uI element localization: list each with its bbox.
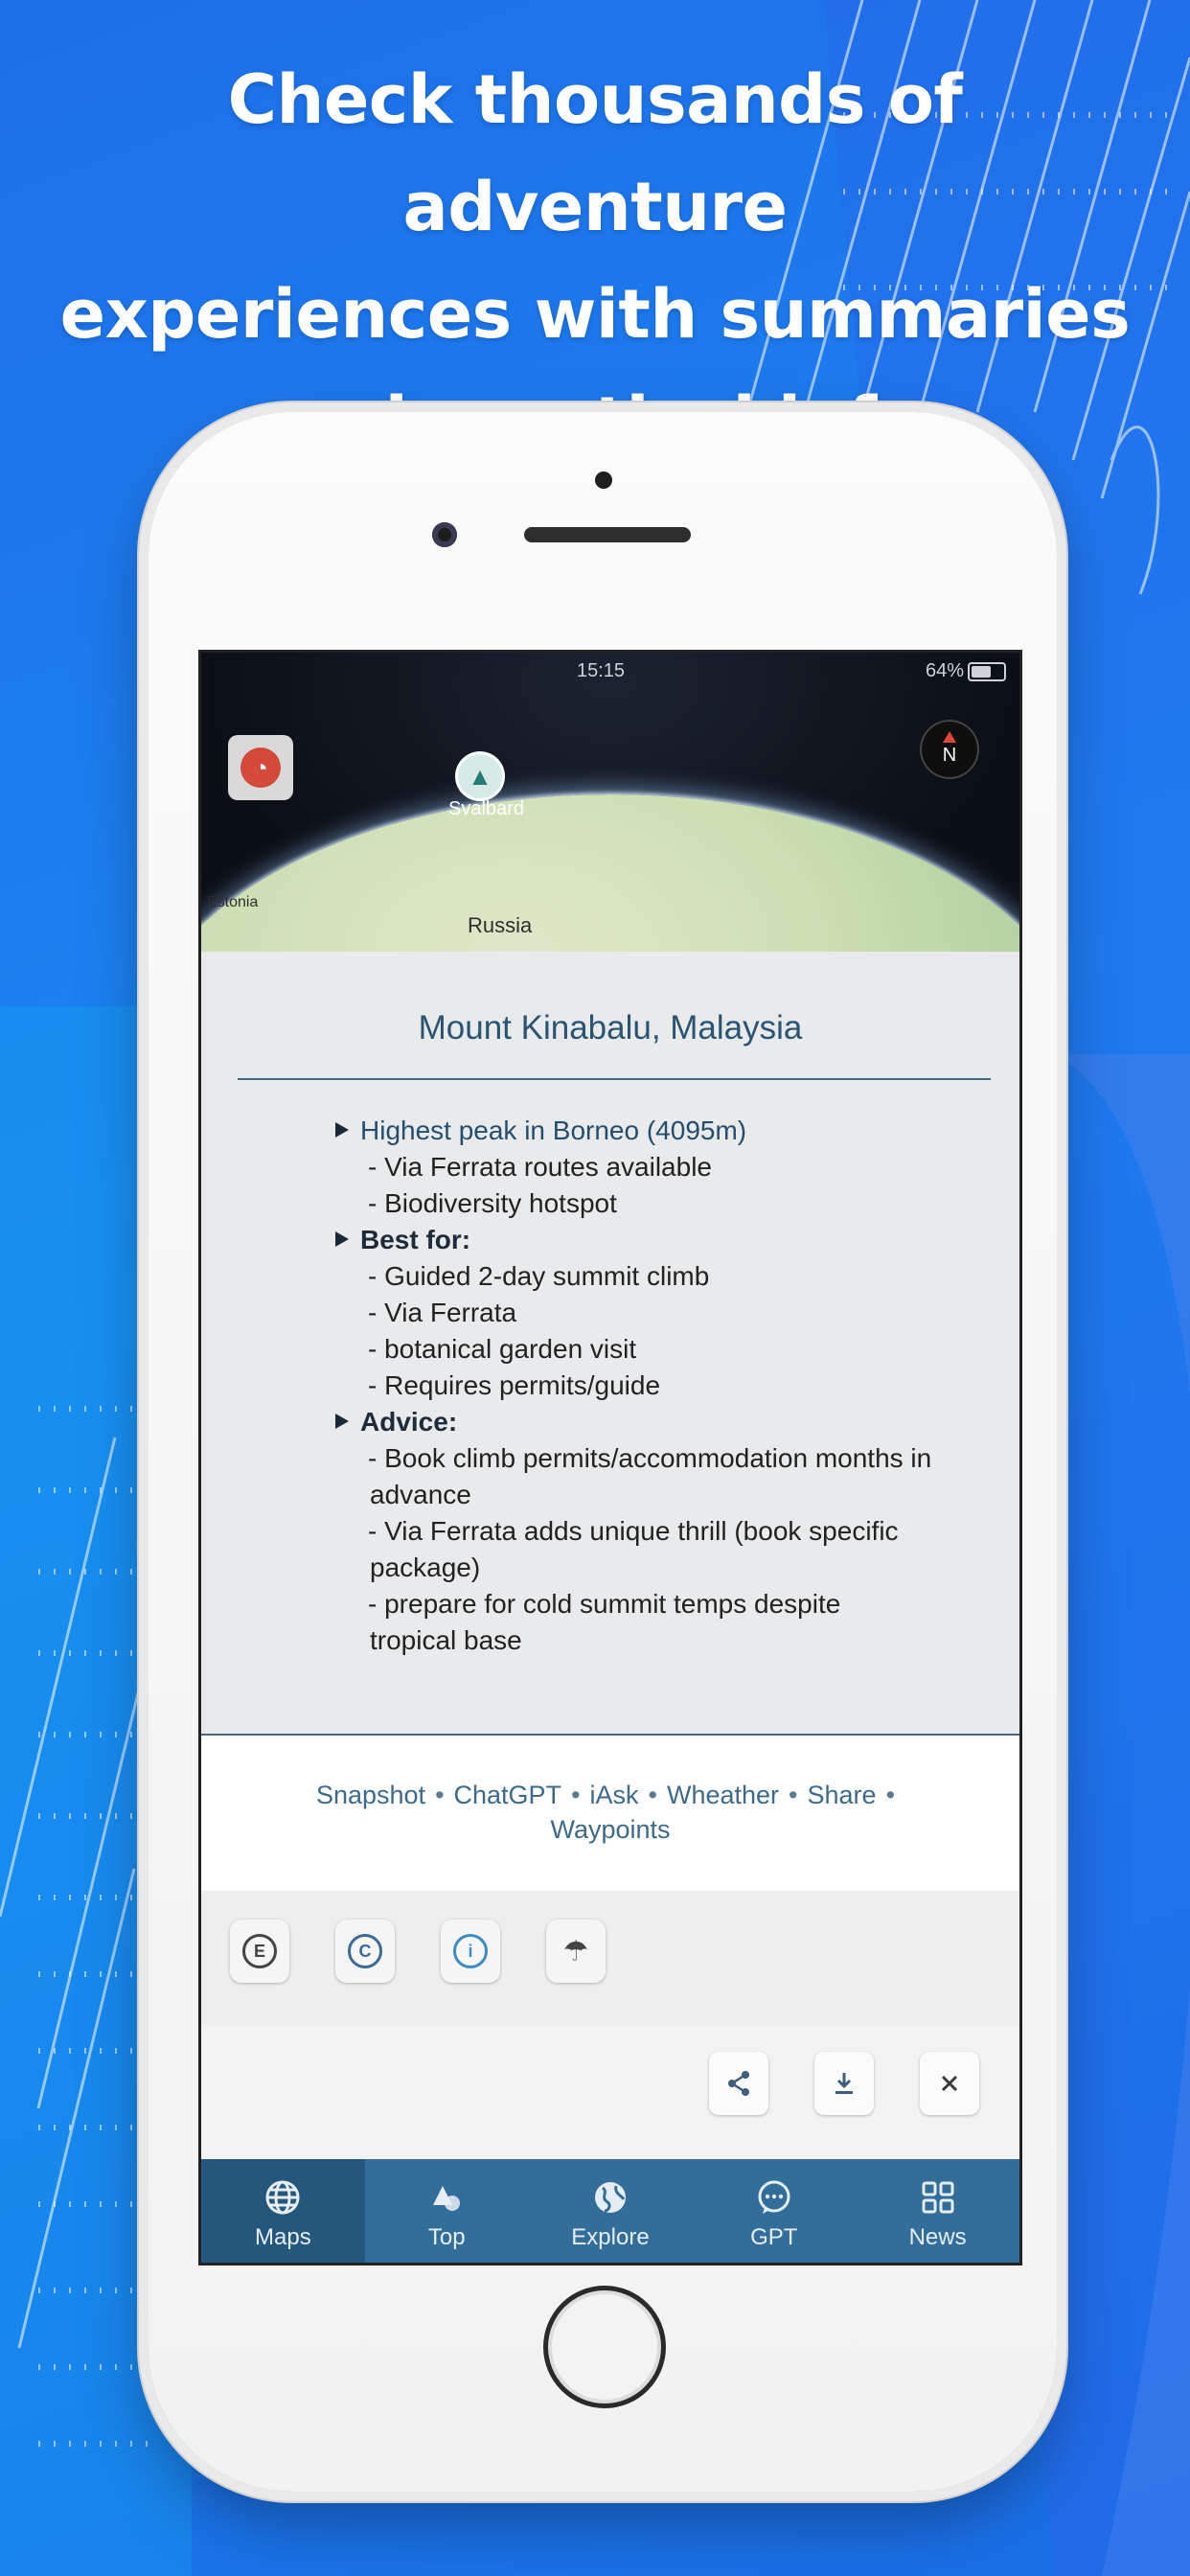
globe <box>201 794 1019 952</box>
tab-label: GPT <box>750 2224 798 2250</box>
tab-label: Maps <box>255 2224 311 2250</box>
headline-line-2: experiences with summaries <box>59 275 1131 354</box>
disclosure-triangle-icon <box>335 1231 349 1247</box>
icon-button-row <box>201 1891 1019 2025</box>
summary-section <box>335 1404 996 1659</box>
summary-item: - prepare for cold summit temps despite <box>368 1589 841 1619</box>
download-button[interactable] <box>814 2052 874 2115</box>
tab-explore[interactable] <box>529 2159 693 2263</box>
compass-button[interactable] <box>922 722 977 777</box>
summary-item: - Biodiversity hotspot <box>368 1188 617 1218</box>
summary-item: - Book climb permits/accommodation months in <box>368 1443 932 1473</box>
map-label-russia: Russia <box>468 913 533 937</box>
close-button[interactable] <box>920 2052 979 2115</box>
place-summary <box>335 1113 996 1659</box>
tab-label: Explore <box>571 2224 650 2250</box>
action-row <box>201 2025 1019 2159</box>
section-heading[interactable]: Advice: <box>335 1404 996 1440</box>
earpiece <box>524 527 691 542</box>
disclosure-triangle-icon <box>335 1414 349 1429</box>
chat-bubble-icon <box>755 2178 793 2217</box>
title-divider <box>238 1078 991 1080</box>
link-chatgpt[interactable]: ChatGPT <box>453 1781 562 1809</box>
headline <box>57 46 1133 475</box>
shapes-icon <box>427 2178 466 2217</box>
info-icon: i <box>453 1934 488 1968</box>
section-heading[interactable]: Highest peak in Borneo (4095m) <box>335 1113 996 1149</box>
headline-line-1: Check thousands of adventure <box>227 60 963 246</box>
phone-frame <box>149 412 1057 2492</box>
summary-item: - Via Ferrata routes available <box>368 1152 712 1182</box>
share-button[interactable] <box>709 2052 768 2115</box>
tab-gpt[interactable] <box>692 2159 856 2263</box>
download-icon <box>830 2069 858 2098</box>
battery-icon <box>968 662 1006 681</box>
summary-item: - Guided 2-day summit climb <box>368 1261 710 1291</box>
copyright-button[interactable] <box>335 1920 395 1983</box>
tab-label: Top <box>427 2224 466 2250</box>
summary-section <box>335 1222 996 1404</box>
front-camera <box>432 522 457 547</box>
summary-item: - Requires permits/guide <box>368 1370 661 1400</box>
tab-top[interactable] <box>365 2159 529 2263</box>
summary-item: - Via Ferrata <box>368 1298 517 1327</box>
info-button[interactable] <box>441 1920 500 1983</box>
tab-news[interactable] <box>856 2159 1019 2263</box>
app-screen <box>198 650 1022 2266</box>
home-button[interactable] <box>543 2286 666 2408</box>
section-heading[interactable]: Best for: <box>335 1222 996 1258</box>
status-battery-level: 64% <box>925 660 964 681</box>
link-snapshot[interactable]: Snapshot <box>315 1781 426 1809</box>
link-weather[interactable]: Wheather <box>666 1781 780 1809</box>
weather-icon: ☂ <box>562 1935 589 1967</box>
place-title: Mount Kinabalu, Malaysia <box>418 1009 803 1046</box>
proximity-sensor <box>595 472 612 489</box>
link-separator: • <box>789 1781 798 1809</box>
link-share[interactable]: Share <box>807 1781 877 1809</box>
link-iask[interactable]: iAsk <box>589 1781 639 1809</box>
tab-bar <box>201 2159 1019 2263</box>
e-circle-icon: E <box>242 1934 277 1968</box>
grid-icon <box>919 2178 957 2217</box>
link-separator: • <box>435 1781 445 1809</box>
tab-label: News <box>908 2224 967 2250</box>
globe-arrow-icon: ◔ <box>240 748 281 788</box>
compass-letter: N <box>942 744 957 766</box>
map-label-svalbard: Svalbard <box>448 798 524 819</box>
links-panel <box>201 1736 1019 1891</box>
summary-section <box>335 1113 996 1222</box>
link-separator: • <box>648 1781 657 1809</box>
tab-maps[interactable] <box>201 2159 365 2263</box>
status-time: 15:15 <box>577 660 626 681</box>
share-icon <box>724 2069 753 2098</box>
map-label-estonia: Estonia <box>207 894 259 910</box>
link-separator: • <box>571 1781 581 1809</box>
summary-item: - botanical garden visit <box>368 1334 637 1364</box>
link-separator: • <box>885 1781 896 1809</box>
summary-item: package) <box>370 1552 481 1582</box>
earth-icon <box>591 2178 629 2217</box>
map-marker-icon[interactable]: ▲ <box>458 754 502 798</box>
summary-item: tropical base <box>370 1625 522 1655</box>
map-view[interactable] <box>201 653 1019 952</box>
status-bar <box>201 653 1019 687</box>
compass-needle-icon <box>943 731 956 743</box>
disclosure-triangle-icon <box>335 1122 349 1138</box>
weather-button[interactable] <box>546 1920 606 1983</box>
globe-grid-icon <box>263 2178 302 2217</box>
map-layers-button[interactable] <box>228 735 293 800</box>
close-icon <box>937 2071 962 2096</box>
summary-item: advance <box>370 1480 471 1509</box>
links-row <box>259 1778 962 1847</box>
copyright-icon: C <box>348 1934 382 1968</box>
summary-item: - Via Ferrata adds unique thrill (book specific <box>368 1516 899 1546</box>
link-waypoints[interactable]: Waypoints <box>550 1815 671 1844</box>
e-circle-button[interactable] <box>230 1920 289 1983</box>
